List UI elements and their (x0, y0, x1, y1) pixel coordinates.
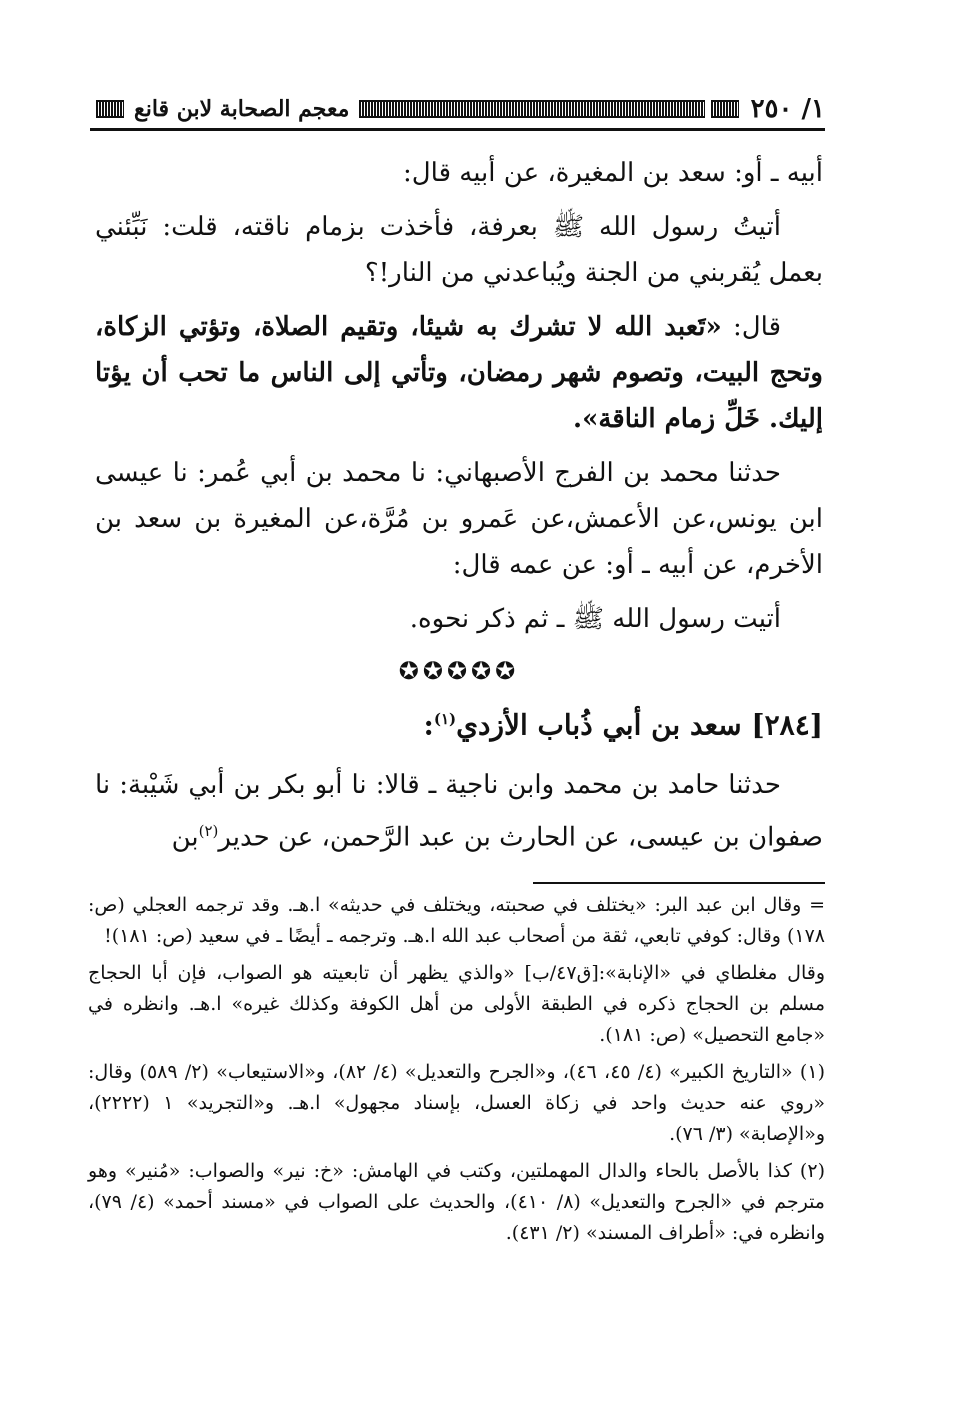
footnote-continued-a: = وقال ابن عبد البر: «يختلف في صحبته، ويختلف في حديثه» ا.هـ. وقد ترجمه العجلي (ص: ١٧٨) وقال: كوفي تابعي، ثقة من أصحاب عبد الله ا.هـ. وترجمه ـ أيضًا ـ في سعيد (ص: ١٨١)! (88, 894, 825, 947)
page-number: ١/ ٢٥٠ (750, 94, 825, 124)
footnote-continued-b: وقال مغلطاي في «الإنابة»:[ق٤٧/ب] «والذي يظهر أن تابعيته هو الصواب، فإن أبا الحجاج مسلم بن الحجاج ذكره في الطبقة الأولى من أهل الكوفة وكذلك غيره» ا.هـ. وانظره في «جامع التحصيل» (ص: ١٨١). (88, 962, 825, 1046)
footnotes (88, 890, 825, 1255)
footnote-separator (533, 882, 825, 884)
running-title: معجم الصحابة لابن قانع (134, 96, 350, 122)
footnote-ref-1[interactable]: (١) (433, 710, 457, 728)
paragraph-1: أبيه ـ أو: سعد بن المغيرة، عن أبيه قال: (403, 158, 823, 188)
page-header (90, 92, 825, 126)
paragraph-6-end: بن (171, 822, 199, 853)
hadith-intro: قال: (721, 312, 781, 342)
main-text (95, 150, 823, 869)
paragraph-6-text: حدثنا حامد بن محمد وابن ناجية ـ قالا: نا أبو بكر بن أبي شَيْبة: نا صفوان بن عيسى، عن الحارث بن عبد الرَّحمن، عن حدير (95, 770, 823, 853)
header-ornament-right (711, 100, 739, 118)
entry-heading (95, 696, 823, 748)
paragraph-6 (95, 762, 823, 861)
paragraph-3 (95, 304, 823, 442)
entry-heading-text: [٢٨٤] سعد بن أبي ذُباب الأزدي (456, 708, 823, 742)
footnote-1: (١) «التاريخ الكبير» (٤/ ٤٥، ٤٦)، و«الجرح والتعديل» (٤/ ٨٢)، و«الاستيعاب» (٢/ ٥٨٩) وقال: «روي عنه حديث واحد في زكاة العسل، بإسناد مجهول» ا.هـ. و«التجريد» ١ (٢٢٢٢)، و«الإصابة» (٣/ ٧٦). (88, 1061, 825, 1145)
entry-heading-colon: : (423, 708, 434, 742)
hadith-text: «تَعبد الله لا تشرك به شيئا، وتقيم الصلاة، وتؤتي الزكاة، وتحج البيت، وتصوم شهر رمضان، وتأتي إلى الناس ما تحب أن يؤتا إليك. خَلِّ زمام الناقة». (95, 312, 823, 434)
paragraph-4: حدثنا محمد بن الفرج الأصبهاني: نا محمد بن أبي عُمر: نا عيسى ابن يونس،عن الأعمش،عن عَمرو بن مُرَّة،عن المغيرة بن سعد بن الأخرم، عن أبيه ـ أو: عن عمه قال: (95, 458, 823, 580)
header-rule (90, 128, 825, 131)
header-ornament-left (96, 100, 124, 118)
paragraph-2: أتيتُ رسول الله ﷺ بعرفة، فأخذت بزمام ناقته، قلت: نَبِّئني بعمل يُقربني من الجنة ويُباعدني من النار!؟ (95, 212, 823, 288)
paragraph-5: أتيت رسول الله ﷺ ـ ثم ذكر نحوه. (409, 604, 781, 634)
header-ornament-middle (359, 100, 704, 118)
footnote-ref-2[interactable]: (٢) (198, 822, 219, 841)
section-separator: ✪✪✪✪✪ (398, 657, 520, 685)
footnote-2: (٢) كذا بالأصل بالحاء والدال المهملتين، وكتب في الهامش: «خ: نير» والصواب: «مُنير» وهو مترجم في «الجرح والتعديل» (٨/ ٤١٠)، والحديث على الصواب في «مسند أحمد» (٤/ ٧٩)، وانظره في: «أطراف المسند» (٢/ ٤٣١). (88, 1160, 825, 1244)
